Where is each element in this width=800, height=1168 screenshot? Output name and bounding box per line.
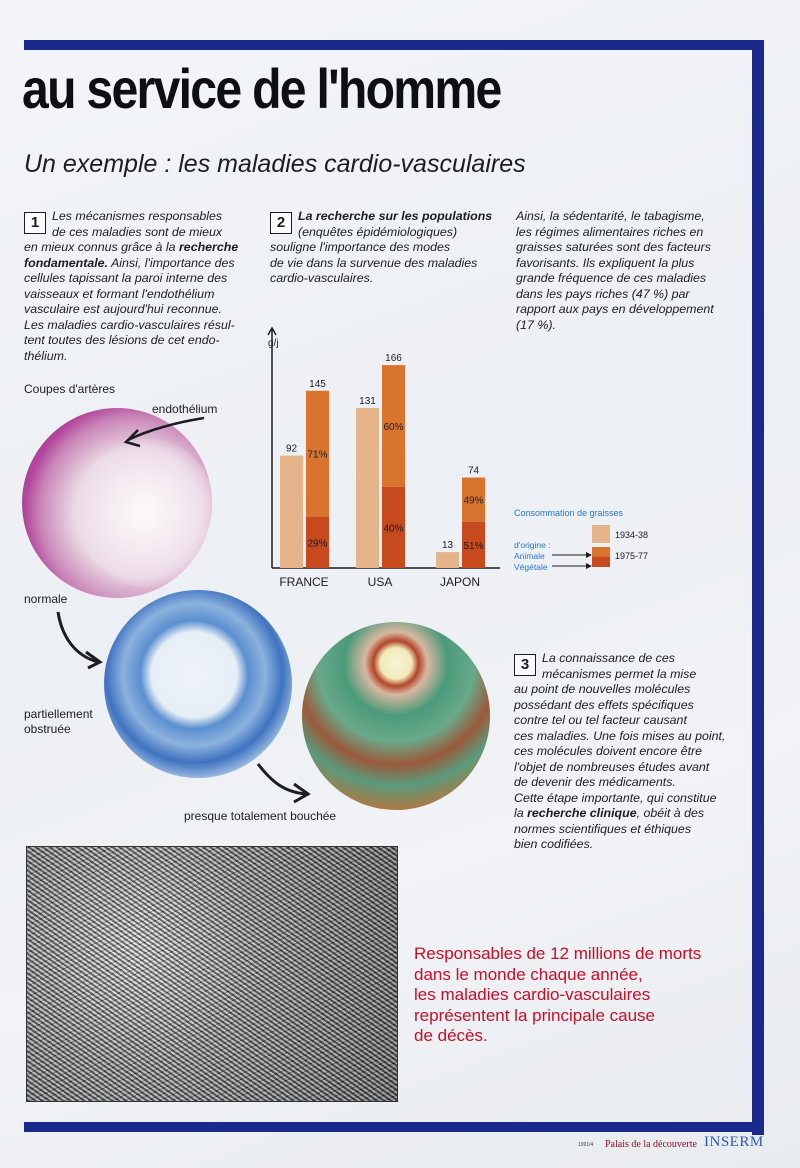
footer-inserm-logo: INSERM <box>704 1134 764 1150</box>
frame-top-bar <box>24 40 764 50</box>
s3-line: de devenir des médicaments. <box>514 775 676 789</box>
s3-line: l'objet de nombreuses études avant <box>514 759 710 774</box>
page-title: au service de l'homme <box>22 57 501 120</box>
data-label-1975-77: 74 <box>467 465 480 477</box>
highlight-line: dans le monde chaque année, <box>414 964 643 984</box>
sr-line: (17 %). <box>516 317 556 332</box>
data-label-1934-38: 131 <box>359 395 376 407</box>
section-3-number: 3 <box>514 654 536 676</box>
partial-label-2: obstruée <box>24 722 71 736</box>
s3-line: , obéit à des <box>636 806 705 820</box>
data-label-1934-38: 92 <box>285 443 298 455</box>
s3-line: ces maladies. Une fois mises au point, <box>514 728 726 743</box>
category-label: JAPON <box>439 575 481 589</box>
highlight-line: Responsables de 12 millions de morts <box>414 944 702 963</box>
s1-line: tent toutes des lésions de cet endo- <box>24 333 220 347</box>
s2-line: (enquêtes épidémiologiques) <box>298 224 458 239</box>
category-label: USA <box>367 575 393 589</box>
legend-arrows <box>552 550 592 572</box>
blocked-label: presque totalement bouchée <box>184 809 337 823</box>
artery-partial-image <box>104 590 292 778</box>
legend-animale-label: Animale <box>514 551 545 561</box>
footer-code: 1991/4 <box>578 1142 594 1148</box>
arrow-normal-to-partial <box>52 608 108 670</box>
bar-1934-38 <box>436 552 459 568</box>
artery-blocked-image <box>302 622 490 810</box>
arrow-2-line <box>258 764 306 794</box>
highlight-text <box>414 944 754 1047</box>
pct-label-vegetale: 29% <box>307 538 328 550</box>
s3-line: au point de nouvelles molécules <box>514 682 691 696</box>
s3-line: La connaissance de ces <box>542 651 675 665</box>
s1-line: en mieux connus grâce à la <box>24 240 179 254</box>
s1-line: cellules tapissant la paroi interne des <box>24 271 228 285</box>
section-2-text <box>270 209 510 287</box>
frame-bottom-bar <box>24 1122 764 1132</box>
category-label: FRANCE <box>279 575 329 589</box>
arrow-partial-to-blocked <box>254 760 314 804</box>
section-1-text <box>24 209 250 364</box>
section-2-number: 2 <box>270 212 292 234</box>
highlight-line: de décès. <box>414 1026 488 1045</box>
bar-1934-38 <box>280 456 303 568</box>
s1-line: Ainsi, l'importance des <box>108 255 235 270</box>
chart-plot-area <box>268 328 500 589</box>
fat-consumption-chart <box>256 318 506 593</box>
legend-swatch-animale <box>592 547 610 557</box>
legend-period-1: 1934-38 <box>615 530 649 540</box>
page-subtitle: Un exemple : les maladies cardio-vasculaires <box>24 150 526 178</box>
s3-line: ces molécules doivent encore être <box>514 744 703 758</box>
s3-line: possédant des effets spécifiques <box>514 697 694 712</box>
highlight-line: les maladies cardio-vasculaires <box>414 985 651 1004</box>
sr-line: rapport aux pays en développement <box>516 302 714 316</box>
legend-swatch-vegetale <box>592 557 610 567</box>
s1-line: vasculaire est aujourd'hui reconnue. <box>24 302 222 316</box>
s1-bold: fondamentale. <box>24 255 108 270</box>
footer-palais-logo: Palais de la découverte <box>605 1139 697 1150</box>
endothelium-arrow-line <box>128 418 204 440</box>
sr-line: grande fréquence de ces maladies <box>516 271 707 285</box>
s2-line: de vie dans la survenue des maladies <box>270 255 478 270</box>
s1-line: vaisseaux et formant l'endothélium <box>24 286 215 301</box>
bar-1934-38 <box>356 408 379 568</box>
pct-label-vegetale: 51% <box>463 540 484 552</box>
y-axis-label: g/j <box>268 338 279 349</box>
s1-line: Les maladies cardio-vasculaires résul- <box>24 317 235 332</box>
s1-line: thélium. <box>24 348 68 363</box>
sr-line: dans les pays riches (47 %) par <box>516 286 690 301</box>
legend-origin-label: d'origine : <box>514 540 551 550</box>
s2-line: souligne l'importance des modes <box>270 240 451 254</box>
arteries-heading: Coupes d'artères <box>24 382 116 396</box>
section-3-text <box>514 651 752 853</box>
legend-swatch-1934 <box>592 525 610 543</box>
endothelium-label: endothélium <box>152 402 218 416</box>
s1-bold: recherche <box>178 240 239 254</box>
sr-line: les régimes alimentaires riches en <box>516 224 704 239</box>
pct-label-vegetale: 40% <box>383 523 404 535</box>
legend-period-2: 1975-77 <box>615 551 649 561</box>
s3-line: normes scientifiques et éthiques <box>514 821 692 836</box>
s2-bold-lead: La recherche sur les populations <box>298 209 493 223</box>
sr-line: Ainsi, la sédentarité, le tabagisme, <box>516 209 705 223</box>
s3-line: mécanismes permet la mise <box>542 666 697 681</box>
s1-line: Les mécanismes responsables <box>52 209 223 223</box>
s3-line: Cette étape importante, qui constitue <box>514 790 717 805</box>
section-right-text <box>516 209 752 333</box>
s2-line: cardio-vasculaires. <box>270 271 374 285</box>
legend-title: Consommation de graisses <box>514 508 624 518</box>
data-label-1975-77: 145 <box>309 378 326 390</box>
s1-line: de ces maladies sont de mieux <box>52 224 223 239</box>
sr-line: favorisants. Ils expliquent la plus <box>516 255 695 270</box>
engraving-image <box>26 846 398 1102</box>
endothelium-arrow <box>118 412 208 452</box>
partial-label-1: partiellement <box>24 707 93 721</box>
s3-line: bien codifiées. <box>514 837 594 851</box>
data-label-1975-77: 166 <box>385 353 402 365</box>
s3-line: contre tel ou tel facteur causant <box>514 713 687 727</box>
pct-label-animale: 71% <box>307 449 328 461</box>
section-1-number: 1 <box>24 212 46 234</box>
s3-bold: recherche clinique <box>527 806 637 820</box>
s3-line: la <box>514 806 528 820</box>
legend-vegetale-label: Végétale <box>514 562 548 572</box>
sr-line: graisses saturées sont des facteurs <box>516 240 711 254</box>
pct-label-animale: 60% <box>383 421 404 433</box>
data-label-1934-38: 13 <box>441 540 454 552</box>
pct-label-animale: 49% <box>463 495 484 507</box>
normal-label: normale <box>24 592 68 606</box>
highlight-line: représentent la principale cause <box>414 1005 655 1025</box>
